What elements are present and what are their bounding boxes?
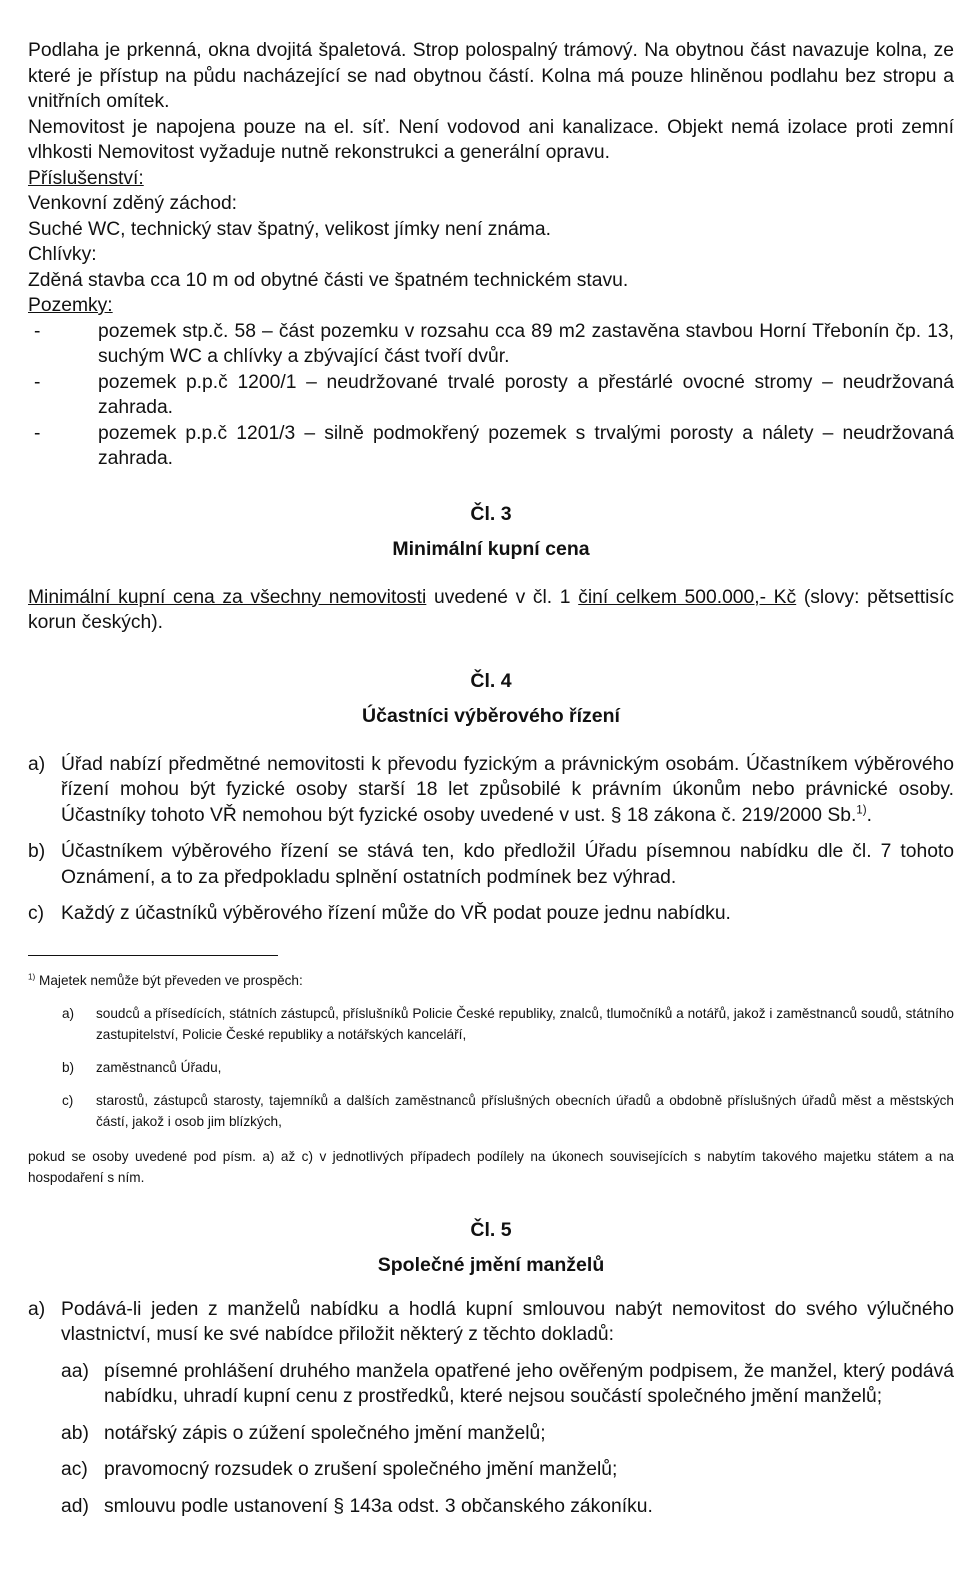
footnote-intro-text: Majetek nemůže být převeden ve prospěch: bbox=[39, 972, 303, 988]
subitem-text: smlouvu podle ustanovení § 143a odst. 3 občanského zákoníku. bbox=[104, 1495, 653, 1517]
footnote-item-a bbox=[28, 1003, 954, 1045]
subitem-label: ad) bbox=[61, 1495, 89, 1517]
footnote-intro bbox=[28, 970, 954, 991]
item-text: Podává-li jeden z manželů nabídku a hodlá kupní smlouvou nabýt nemovitost do svého výlučného vlastnictví, musí ke své nabídce přiložit některý z těchto dokladů: bbox=[61, 1298, 954, 1345]
pozemek-item bbox=[28, 319, 954, 370]
footnote-closing: pokud se osoby uvedené pod písm. a) až c) v jednotlivých případech podílely na úkonech souvisejících s nabytím takového majetku státem a na hospodaření s ním. bbox=[28, 1148, 954, 1185]
pozemek-text: pozemek p.p.č 1200/1 – neudržované trvalé porosty a přestárlé ovocné stromy – neudržovaná zahrada. bbox=[98, 371, 954, 418]
pozemek-item bbox=[28, 421, 954, 472]
footnote-item-label: b) bbox=[62, 1059, 75, 1075]
article-5-subitem-ac bbox=[28, 1457, 954, 1483]
article-5-number: Čl. 5 bbox=[470, 1218, 512, 1241]
subitem-label: aa) bbox=[61, 1360, 89, 1382]
item-tail: . bbox=[866, 804, 872, 826]
article-5-subitem-aa bbox=[28, 1359, 954, 1410]
article-5-subitem-ab bbox=[28, 1421, 954, 1447]
article-4-title: Účastníci výběrového řízení bbox=[362, 704, 620, 727]
footnote-item-c bbox=[28, 1090, 954, 1132]
article-5-item-a bbox=[28, 1297, 954, 1348]
pozemek-item bbox=[28, 370, 954, 421]
dash-bullet: - bbox=[34, 422, 41, 444]
intro-paragraph-2: Nemovitost je napojena pouze na el. síť. Není vodovod ani kanalizace. Objekt nemá izolace proti zemní vlhkosti Nemovitost vyžaduje nutně rekonstrukci a generální opravu. bbox=[28, 116, 954, 163]
item-text: Účastníkem výběrového řízení se stává ten, kdo předložil Úřadu písemnou nabídku dle čl. 7 tohoto Oznámení, a to za předpokladu splnění ostatních podmínek bez výhrad. bbox=[61, 841, 954, 888]
prislusenstvi-label: Příslušenství: bbox=[28, 167, 144, 189]
subitem-text: pravomocný rozsudek o zrušení společného jmění manželů; bbox=[104, 1459, 618, 1480]
article-3-number: Čl. 3 bbox=[470, 502, 512, 525]
dash-bullet: - bbox=[34, 371, 41, 393]
chlivky-label: Chlívky: bbox=[28, 244, 97, 265]
article-5-subitem-ad bbox=[28, 1494, 954, 1520]
subitem-text: písemné prohlášení druhého manžela opatřené jeho ověřeným podpisem, že manžel, který podává nabídku, uhradí kupní cenu z prostředků, které nejsou součástí společného jmění manželů; bbox=[104, 1360, 954, 1407]
footnote-item-text: starostů, zástupců starosty, tajemníků a dalších zaměstnanců příslušných obecních úřadů a obdobně příslušných úřadů měst a městských částí, jakož i osob jim blízkých, bbox=[96, 1092, 954, 1129]
article-3-text bbox=[28, 585, 954, 636]
min-price-underlined: Minimální kupní cena za všechny nemovitosti bbox=[28, 586, 427, 608]
item-text: Každý z účastníků výběrového řízení může do VŘ podat pouze jednu nabídku. bbox=[61, 903, 731, 924]
footnote-item-label: a) bbox=[62, 1005, 75, 1021]
article-4-item-c bbox=[28, 901, 954, 927]
chlivky-text: Zděná stavba cca 10 m od obytné části ve špatném technickém stavu. bbox=[28, 269, 629, 291]
pozemek-text: pozemek p.p.č 1201/3 – silně podmokřený pozemek s trvalými porosty a nálety – neudržovaná zahrada. bbox=[98, 422, 954, 469]
min-price-mid: uvedené v čl. 1 bbox=[426, 586, 579, 608]
wc-label: Venkovní zděný záchod: bbox=[28, 193, 238, 214]
footnote-item-label: c) bbox=[62, 1092, 74, 1108]
pozemky-label: Pozemky: bbox=[28, 295, 113, 316]
price-words: (slovy: pětsettisíc korun českých). bbox=[28, 586, 954, 633]
footnote-item-b bbox=[28, 1057, 954, 1078]
price-amount: činí celkem 500.000,- Kč bbox=[578, 586, 797, 608]
footnote-marker: 1) bbox=[28, 971, 36, 981]
dash-bullet: - bbox=[34, 320, 41, 342]
article-4-number: Čl. 4 bbox=[470, 669, 512, 692]
item-label: b) bbox=[28, 841, 46, 862]
intro-paragraph-1: Podlaha je prkenná, okna dvojitá špaletová. Strop polospalný trámový. Na obytnou část navazuje kolna, ze které je přístup na půdu nacházející se nad obytnou částí. Kolna má pouze hliněnou podlahu bez stropu a vnitřních omítek. bbox=[28, 40, 954, 112]
item-label: c) bbox=[28, 903, 45, 924]
item-label: a) bbox=[28, 753, 46, 775]
document-page bbox=[28, 38, 954, 1519]
footnote-ref: 1) bbox=[856, 804, 867, 817]
subitem-label: ab) bbox=[61, 1422, 89, 1444]
article-4-item-a bbox=[28, 752, 954, 829]
subitem-label: ac) bbox=[61, 1459, 88, 1480]
article-4-item-b bbox=[28, 839, 954, 890]
article-5-title: Společné jmění manželů bbox=[377, 1253, 605, 1276]
subitem-text: notářský zápis o zúžení společného jmění manželů; bbox=[104, 1422, 546, 1444]
item-label: a) bbox=[28, 1298, 46, 1320]
item-text: Úřad nabízí předmětné nemovitosti k převodu fyzickým a právnickým osobám. Účastníkem výběrového řízení mohou být fyzické osoby starší 18 let způsobilé k právním úkonům nebo právnické osoby. Účastníky tohoto VŘ nemohou být fyzické osoby uvedené v ust. § 18 zákona č. 219/2000 Sb. bbox=[61, 753, 954, 826]
pozemek-text: pozemek stp.č. 58 – část pozemku v rozsahu cca 89 m2 zastavěna stavbou Horní Třebonín čp. 13, suchým WC a chlívky a zbývající část tvoří dvůr. bbox=[98, 320, 954, 367]
wc-text: Suché WC, technický stav špatný, velikost jímky není známa. bbox=[28, 218, 551, 240]
footnote-item-text: zaměstnanců Úřadu, bbox=[96, 1059, 222, 1075]
footnote-item-text: soudců a přísedících, státních zástupců, příslušníků Policie České republiky, znalců, tlumočníků a notářů, jakož i zaměstnanců soudů, státního zastupitelství, Policie České republiky a notářských kanceláří, bbox=[96, 1005, 954, 1042]
article-3-title: Minimální kupní cena bbox=[392, 537, 590, 560]
